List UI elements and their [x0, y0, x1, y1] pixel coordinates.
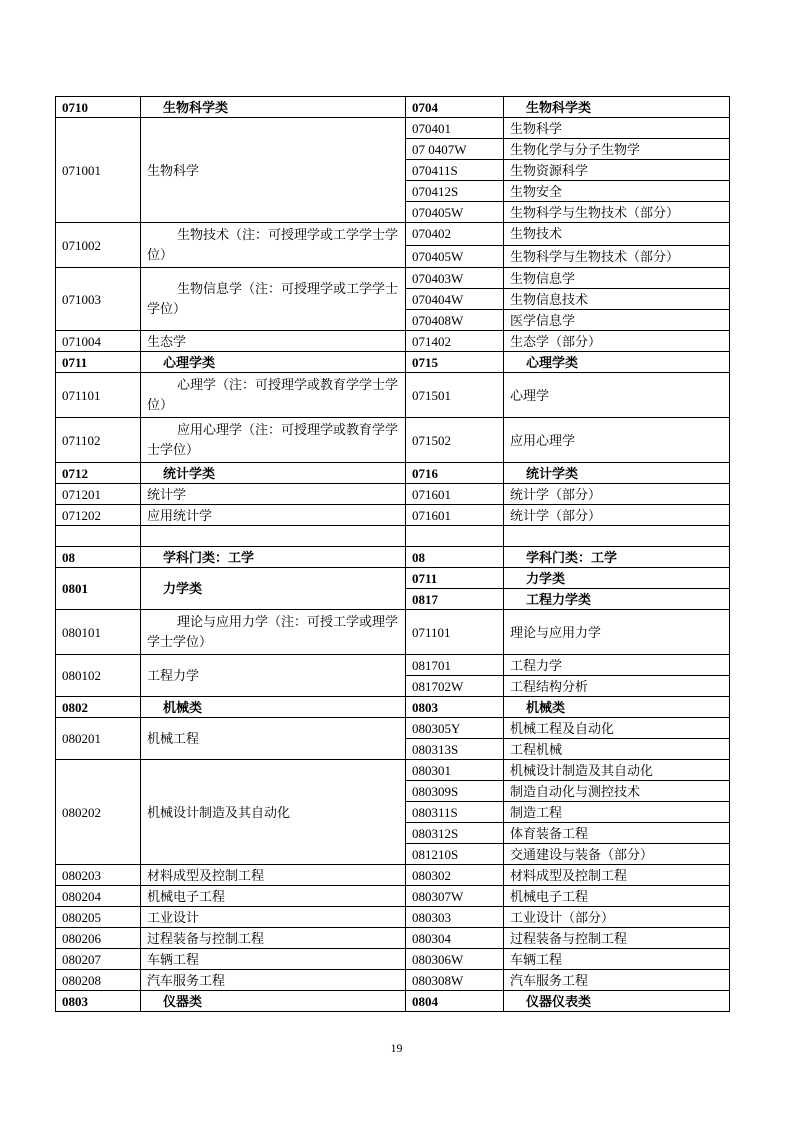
table-row: [56, 991, 730, 1012]
new-code-cell: 070401: [406, 118, 504, 139]
new-code-cell: 080305Y: [406, 718, 504, 739]
new-name-cell: 汽车服务工程: [504, 970, 730, 991]
table-row: [56, 760, 730, 781]
page-number: 19: [390, 1041, 403, 1055]
new-name-cell: 机械设计制造及其自动化: [504, 760, 730, 781]
old-code-cell: 071004: [56, 331, 141, 352]
new-name-cell: 学科门类：工学: [504, 547, 730, 568]
old-name-cell: 汽车服务工程: [141, 970, 406, 991]
table-row: [56, 484, 730, 505]
new-name-cell: 应用心理学: [504, 418, 730, 463]
old-name-cell: 力学类: [141, 568, 406, 610]
old-code-cell: 0801: [56, 568, 141, 610]
new-name-cell: 车辆工程: [504, 949, 730, 970]
new-code-cell: 080301: [406, 760, 504, 781]
old-code-cell: 071101: [56, 373, 141, 418]
new-code-cell: 071601: [406, 505, 504, 526]
old-code-cell: [56, 526, 141, 547]
new-name-cell: 机械类: [504, 697, 730, 718]
new-code-cell: 08: [406, 547, 504, 568]
new-name-cell: 统计学（部分）: [504, 505, 730, 526]
new-code-cell: 070405W: [406, 245, 504, 268]
table-row: [56, 907, 730, 928]
new-name-cell: 机械电子工程: [504, 886, 730, 907]
new-code-cell: 071601: [406, 484, 504, 505]
new-name-cell: 生物科学类: [504, 97, 730, 118]
new-code-cell: 070405W: [406, 202, 504, 223]
new-name-cell: 生物信息学: [504, 268, 730, 289]
old-code-cell: 080201: [56, 718, 141, 760]
table-row: [56, 268, 730, 289]
new-code-cell: 080302: [406, 865, 504, 886]
old-name-cell: 生态学: [141, 331, 406, 352]
old-code-cell: 0710: [56, 97, 141, 118]
new-code-cell: 080303: [406, 907, 504, 928]
new-name-cell: 工程力学类: [504, 589, 730, 610]
new-code-cell: 080304: [406, 928, 504, 949]
new-code-cell: 080312S: [406, 823, 504, 844]
old-name-cell: 过程装备与控制工程: [141, 928, 406, 949]
old-name-cell: 统计学类: [141, 463, 406, 484]
old-name-cell: 心理学（注：可授理学或教育学学士学位）: [141, 373, 406, 418]
old-code-cell: 0803: [56, 991, 141, 1012]
old-code-cell: 071001: [56, 118, 141, 223]
old-code-cell: 071202: [56, 505, 141, 526]
new-name-cell: 心理学: [504, 373, 730, 418]
table-row: [56, 352, 730, 373]
new-name-cell: 交通建设与装备（部分）: [504, 844, 730, 865]
new-code-cell: 0704: [406, 97, 504, 118]
new-name-cell: 生物信息技术: [504, 289, 730, 310]
table-row: [56, 373, 730, 418]
old-name-cell: 机械工程: [141, 718, 406, 760]
new-code-cell: 081702W: [406, 676, 504, 697]
new-code-cell: 0711: [406, 568, 504, 589]
new-name-cell: 制造工程: [504, 802, 730, 823]
old-name-cell: [141, 526, 406, 547]
new-name-cell: 仪器仪表类: [504, 991, 730, 1012]
old-code-cell: 071002: [56, 223, 141, 268]
new-code-cell: 070403W: [406, 268, 504, 289]
old-code-cell: 080208: [56, 970, 141, 991]
new-name-cell: 力学类: [504, 568, 730, 589]
old-code-cell: 080205: [56, 907, 141, 928]
old-name-cell: 机械设计制造及其自动化: [141, 760, 406, 865]
table-row: [56, 949, 730, 970]
new-code-cell: 070412S: [406, 181, 504, 202]
old-name-cell: 工业设计: [141, 907, 406, 928]
new-name-cell: [504, 526, 730, 547]
table-row: [56, 886, 730, 907]
new-name-cell: 生物科学与生物技术（部分）: [504, 245, 730, 268]
new-name-cell: 理论与应用力学: [504, 610, 730, 655]
old-code-cell: 071003: [56, 268, 141, 331]
table-row: [56, 463, 730, 484]
table-row: [56, 118, 730, 139]
table-row: [56, 970, 730, 991]
old-code-cell: 0711: [56, 352, 141, 373]
new-name-cell: 制造自动化与测控技术: [504, 781, 730, 802]
new-name-cell: 生物科学与生物技术（部分）: [504, 202, 730, 223]
new-name-cell: 统计学（部分）: [504, 484, 730, 505]
old-name-cell: 车辆工程: [141, 949, 406, 970]
table-body: [56, 97, 730, 1012]
new-name-cell: 过程装备与控制工程: [504, 928, 730, 949]
new-code-cell: 080313S: [406, 739, 504, 760]
new-code-cell: 070402: [406, 223, 504, 246]
table-row: [56, 697, 730, 718]
new-code-cell: 080311S: [406, 802, 504, 823]
new-name-cell: 生物化学与分子生物学: [504, 139, 730, 160]
new-code-cell: 080307W: [406, 886, 504, 907]
table-row: [56, 865, 730, 886]
new-name-cell: 工程力学: [504, 655, 730, 676]
table-row: [56, 223, 730, 246]
new-name-cell: 材料成型及控制工程: [504, 865, 730, 886]
new-name-cell: 统计学类: [504, 463, 730, 484]
old-name-cell: 学科门类：工学: [141, 547, 406, 568]
old-name-cell: 工程力学: [141, 655, 406, 697]
old-name-cell: 统计学: [141, 484, 406, 505]
new-code-cell: 07 0407W: [406, 139, 504, 160]
new-name-cell: 生物安全: [504, 181, 730, 202]
new-code-cell: 080306W: [406, 949, 504, 970]
old-code-cell: 071102: [56, 418, 141, 463]
table-row: [56, 568, 730, 589]
new-code-cell: 071502: [406, 418, 504, 463]
table-row: [56, 97, 730, 118]
old-name-cell: 生物科学类: [141, 97, 406, 118]
new-code-cell: 070408W: [406, 310, 504, 331]
old-name-cell: 机械类: [141, 697, 406, 718]
table-row: [56, 331, 730, 352]
new-code-cell: 071501: [406, 373, 504, 418]
old-name-cell: 仪器类: [141, 991, 406, 1012]
table-row: [56, 526, 730, 547]
new-code-cell: 070411S: [406, 160, 504, 181]
old-code-cell: 0712: [56, 463, 141, 484]
table-row: [56, 655, 730, 676]
new-code-cell: 0817: [406, 589, 504, 610]
new-name-cell: 体育装备工程: [504, 823, 730, 844]
new-name-cell: 工业设计（部分）: [504, 907, 730, 928]
old-code-cell: 080202: [56, 760, 141, 865]
old-code-cell: 080207: [56, 949, 141, 970]
table-row: [56, 610, 730, 655]
old-code-cell: 080204: [56, 886, 141, 907]
new-code-cell: 081701: [406, 655, 504, 676]
new-code-cell: 081210S: [406, 844, 504, 865]
table-row: [56, 418, 730, 463]
new-name-cell: 心理学类: [504, 352, 730, 373]
new-name-cell: 生态学（部分）: [504, 331, 730, 352]
old-name-cell: 生物信息学（注：可授理学或工学学士学位）: [141, 268, 406, 331]
old-code-cell: 080101: [56, 610, 141, 655]
old-name-cell: 应用心理学（注：可授理学或教育学学士学位）: [141, 418, 406, 463]
old-name-cell: 材料成型及控制工程: [141, 865, 406, 886]
new-code-cell: 0804: [406, 991, 504, 1012]
old-code-cell: 080203: [56, 865, 141, 886]
old-name-cell: 生物科学: [141, 118, 406, 223]
new-name-cell: 机械工程及自动化: [504, 718, 730, 739]
new-code-cell: 0715: [406, 352, 504, 373]
old-name-cell: 应用统计学: [141, 505, 406, 526]
table-row: [56, 547, 730, 568]
old-name-cell: 理论与应用力学（注：可授工学或理学学士学位）: [141, 610, 406, 655]
new-name-cell: 医学信息学: [504, 310, 730, 331]
new-name-cell: 生物资源科学: [504, 160, 730, 181]
old-code-cell: 0802: [56, 697, 141, 718]
new-code-cell: 080309S: [406, 781, 504, 802]
new-code-cell: 0716: [406, 463, 504, 484]
old-code-cell: 08: [56, 547, 141, 568]
old-code-cell: 080206: [56, 928, 141, 949]
old-name-cell: 心理学类: [141, 352, 406, 373]
old-name-cell: 机械电子工程: [141, 886, 406, 907]
new-code-cell: 080308W: [406, 970, 504, 991]
new-name-cell: 工程结构分析: [504, 676, 730, 697]
new-code-cell: 071402: [406, 331, 504, 352]
old-code-cell: 080102: [56, 655, 141, 697]
new-code-cell: [406, 526, 504, 547]
old-name-cell: 生物技术（注：可授理学或工学学士学位）: [141, 223, 406, 268]
new-code-cell: 071101: [406, 610, 504, 655]
table-row: [56, 505, 730, 526]
new-code-cell: 0803: [406, 697, 504, 718]
table-row: [56, 718, 730, 739]
new-code-cell: 070404W: [406, 289, 504, 310]
new-name-cell: 生物技术: [504, 223, 730, 246]
new-name-cell: 工程机械: [504, 739, 730, 760]
table-row: [56, 928, 730, 949]
program-mapping-table: [55, 96, 730, 1012]
old-code-cell: 071201: [56, 484, 141, 505]
new-name-cell: 生物科学: [504, 118, 730, 139]
